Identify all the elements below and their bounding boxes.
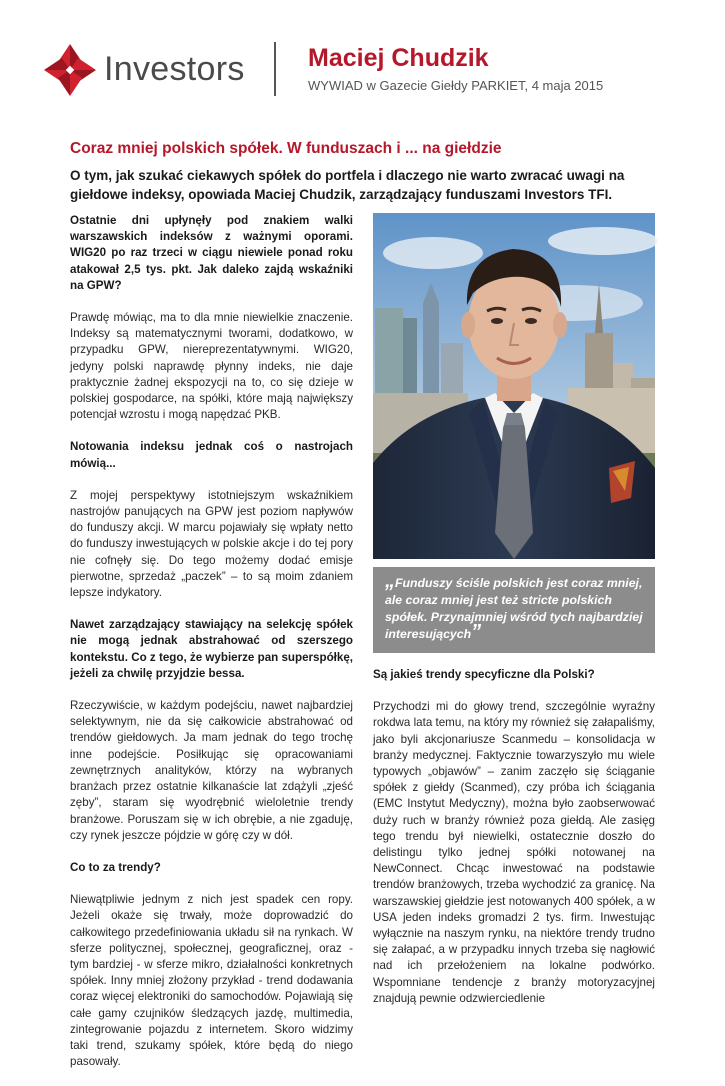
- answer-paragraph: Przychodzi mi do głowy trend, szczególnie wyraźny rokdwa lata temu, na który my również się załapaliśmy, jako byli akcjonariusze Scanmedu – konsolidacja w branży medycznej. Faktycznie towarzyszyło mu wiele typowych „objawów” – zanim zaczęło się ściąganie spółek z giełdy (Scanmed), czy próba ich ściągania (EMC Instytut Medyczny), można było zaobserwować duży ruch w branży również poza giełdą. Ale zasięg tego trendu był niewielki, ostatecznie doszło do delistingu tylko jednej spółki notowanej na NewConnect. Chcąc inwestować na podstawie trendów branżowych, trzeba wychodzić za granicę. Na warszawskiej giełdzie jest notowanych 400 spółek, a w USA jeden indeks gromadzi 2 tys. firm. Inwestując wyłącznie na naszym rynku, na niektóre trendy trudno się załapać, a w przypadku innych trzeba się nagłowić nad ich przełożeniem na lokalne podwórko. Wspomniane tendencje z branży motoryzacyjnej znajdują pewnie odzwierciedlenie: [373, 700, 656, 1005]
- right-column: [373, 667, 655, 1023]
- question-paragraph: Co to za trendy?: [70, 860, 161, 874]
- question-paragraph: Są jakieś trendy specyficzne dla Polski?: [373, 668, 595, 681]
- question-paragraph: Nawet zarządzający stawiający na selekcję spółek nie mogą jednak abstrahować od szerszego kontekstu. Co z tego, że wybierze pan superspółkę, jeżeli za chwilę przyjdzie bessa.: [70, 618, 353, 680]
- answer-paragraph: Prawdę mówiąc, ma to dla mnie niewielkie znaczenie. Indeksy są matematycznymi tworami, dodatkowo, w przypadku GPW, niereprezentatywnymi. WIG20, jedyny polski naprawdę płynny indeks, nie daje praktycznie żadnej ekspozycji na to, co się dzieje w polskiej gospodarce, na spółki, które mają największy potencjał wzrostu i mogą napędzać PKB.: [70, 311, 353, 422]
- pull-quote-text: Funduszy ściśle polskich jest coraz mniej, ale coraz mniej jest też stricte polskich spółek. Przynajmniej wśród tych najbardziej interesujących: [385, 576, 643, 641]
- question-paragraph: Ostatnie dni upłynęły pod znakiem walki warszawskich indeksów z ważnymi oporami. WIG20 po raz trzeci w ciągu niewiele ponad roku atakował 2,5 tys. pkt. Jak daleko zajdą wskaźniki na GPW?: [70, 214, 353, 292]
- left-column: [70, 213, 353, 1086]
- article-lead: O tym, jak szukać ciekawych spółek do portfela i dlaczego nie warto zwracać uwagi na giełdowe indeksy, opowiada Maciej Chudzik, zarządzający funduszami Investors TFI.: [70, 168, 625, 202]
- pull-quote: [373, 567, 655, 653]
- investors-logo-mark-icon: [40, 40, 100, 100]
- answer-paragraph: Niewątpliwie jednym z nich jest spadek cen ropy. Jeżeli okaże się trwały, może doprowadzić do całkowitego przedefiniowania układu sił na rynkach. W sferze politycznej, społecznej, geograficznej, oraz - tym bardziej - w sferze mikro, działalności konkretnych spółek. Inny mniej złożony przykład - trend dodawania coraz więcej elektroniki do samochodów. Pojawiają się całe gamy czujników śledzących jazdę, multimedia, zintegrowanie pojazdu z internetem. Skoro widzimy taki trend, szukamy spółek, które będą do niego pasowały.: [70, 893, 353, 1069]
- portrait-photo: [373, 213, 655, 559]
- header-divider: [274, 42, 276, 96]
- open-quote-mark: „: [385, 570, 395, 592]
- investors-logo: [40, 40, 250, 100]
- author-name: Maciej Chudzik: [308, 44, 489, 72]
- close-quote-mark: ”: [471, 621, 482, 643]
- brand-name: Investors: [104, 50, 245, 88]
- answer-paragraph: Rzeczywiście, w każdym podejściu, nawet najbardziej selektywnym, nie da się całkowicie abstrahować od trendów giełdowych. Ja mam jednak do tego trochę inne podejście. Posiłkując się opracowaniami zewnętrznych analityków, którzy na wybranych branżach przez ostatnie kilkanaście lat zdążyli „zjeść zęby”, staram się wyodrębnić wieloletnie trendy branżowe. Poruszam się w ich obrębie, a nie zgaduję, czy rynek jeszcze pójdzie w górę czy w dół.: [70, 699, 353, 842]
- interview-subtitle: WYWIAD w Gazecie Giełdy PARKIET, 4 maja 2015: [308, 78, 604, 93]
- article-title: Coraz mniej polskich spółek. W funduszach i ... na giełdzie: [70, 140, 502, 157]
- question-paragraph: Notowania indeksu jednak coś o nastrojach mówią...: [70, 440, 353, 470]
- answer-paragraph: Z mojej perspektywy istotniejszym wskaźnikiem nastrojów panujących na GPW jest poziom napływów do funduszy akcji. W marcu pojawiały się wpłaty netto do funduszy inwestujących w polskie akcje i do tej pory nie cofnęły się. Do tego możemy dodać emisje pierwotne, sprzedaż „paczek” – to są moim zdaniem lepsze indykatory.: [70, 488, 353, 600]
